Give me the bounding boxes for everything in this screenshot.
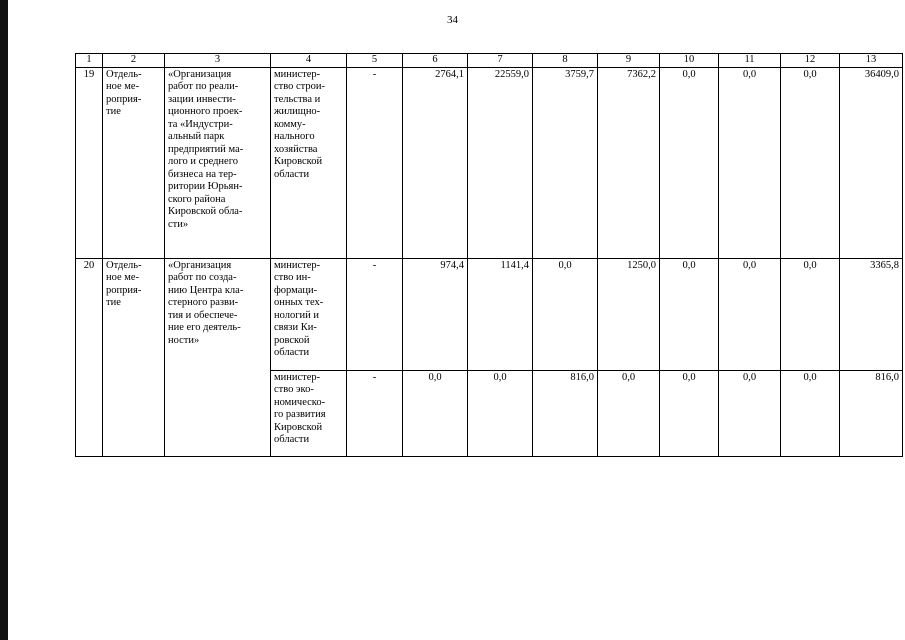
cell-col11: 0,0 bbox=[719, 67, 781, 258]
cell-col13: 36409,0 bbox=[840, 67, 903, 258]
cell-col5: - bbox=[347, 67, 403, 258]
header-cell: 11 bbox=[719, 54, 781, 68]
cell-col10: 0,0 bbox=[660, 258, 719, 370]
header-cell: 7 bbox=[468, 54, 533, 68]
page-number: 34 bbox=[447, 14, 458, 26]
measure-name: «Организация работ по созда- нию Центра кла- стерного разви- тия и обеспече- ние его деятель- ности» bbox=[165, 258, 271, 456]
header-cell: 3 bbox=[165, 54, 271, 68]
executor: министер- ство строи- тельства и жилищно- комму- нального хозяйства Кировской области bbox=[271, 67, 347, 258]
cell-col12: 0,0 bbox=[781, 258, 840, 370]
cell-col12: 0,0 bbox=[781, 370, 840, 456]
cell-col5: - bbox=[347, 258, 403, 370]
cell-col8: 0,0 bbox=[533, 258, 598, 370]
cell-col10: 0,0 bbox=[660, 67, 719, 258]
header-cell: 2 bbox=[103, 54, 165, 68]
header-cell: 10 bbox=[660, 54, 719, 68]
header-cell: 6 bbox=[403, 54, 468, 68]
executor: министер- ство эко- номическо- го развития Кировской области bbox=[271, 370, 347, 456]
data-table bbox=[75, 53, 903, 457]
header-cell: 9 bbox=[598, 54, 660, 68]
cell-col9: 0,0 bbox=[598, 370, 660, 456]
header-cell: 8 bbox=[533, 54, 598, 68]
cell-col9: 1250,0 bbox=[598, 258, 660, 370]
cell-col7: 0,0 bbox=[468, 370, 533, 456]
row-number: 19 bbox=[76, 67, 103, 258]
cell-col9: 7362,2 bbox=[598, 67, 660, 258]
header-cell: 4 bbox=[271, 54, 347, 68]
header-row bbox=[76, 54, 903, 68]
cell-col6: 974,4 bbox=[403, 258, 468, 370]
header-cell: 5 bbox=[347, 54, 403, 68]
scan-edge bbox=[0, 0, 8, 640]
cell-col7: 1141,4 bbox=[468, 258, 533, 370]
cell-col8: 3759,7 bbox=[533, 67, 598, 258]
measure-type: Отдель- ное ме- роприя- тие bbox=[103, 258, 165, 456]
cell-col8: 816,0 bbox=[533, 370, 598, 456]
cell-col12: 0,0 bbox=[781, 67, 840, 258]
measure-type: Отдель- ное ме- роприя- тие bbox=[103, 67, 165, 258]
cell-col13: 816,0 bbox=[840, 370, 903, 456]
row-number: 20 bbox=[76, 258, 103, 456]
table-row bbox=[76, 258, 903, 370]
header-cell: 12 bbox=[781, 54, 840, 68]
header-cell: 13 bbox=[840, 54, 903, 68]
cell-col5: - bbox=[347, 370, 403, 456]
cell-col6: 2764,1 bbox=[403, 67, 468, 258]
cell-col7: 22559,0 bbox=[468, 67, 533, 258]
cell-col11: 0,0 bbox=[719, 258, 781, 370]
cell-col11: 0,0 bbox=[719, 370, 781, 456]
cell-col6: 0,0 bbox=[403, 370, 468, 456]
executor: министер- ство ин- формаци- онных тех- нологий и связи Ки- ровской области bbox=[271, 258, 347, 370]
table-row bbox=[76, 67, 903, 258]
cell-col10: 0,0 bbox=[660, 370, 719, 456]
header-cell: 1 bbox=[76, 54, 103, 68]
cell-col13: 3365,8 bbox=[840, 258, 903, 370]
measure-name: «Организация работ по реали- зации инвести- ционного проек- та «Индустри- альный парк предприятий ма- лого и среднего бизнеса на тер- ритории Юрьян- ского района Кировской обла- сти» bbox=[165, 67, 271, 258]
